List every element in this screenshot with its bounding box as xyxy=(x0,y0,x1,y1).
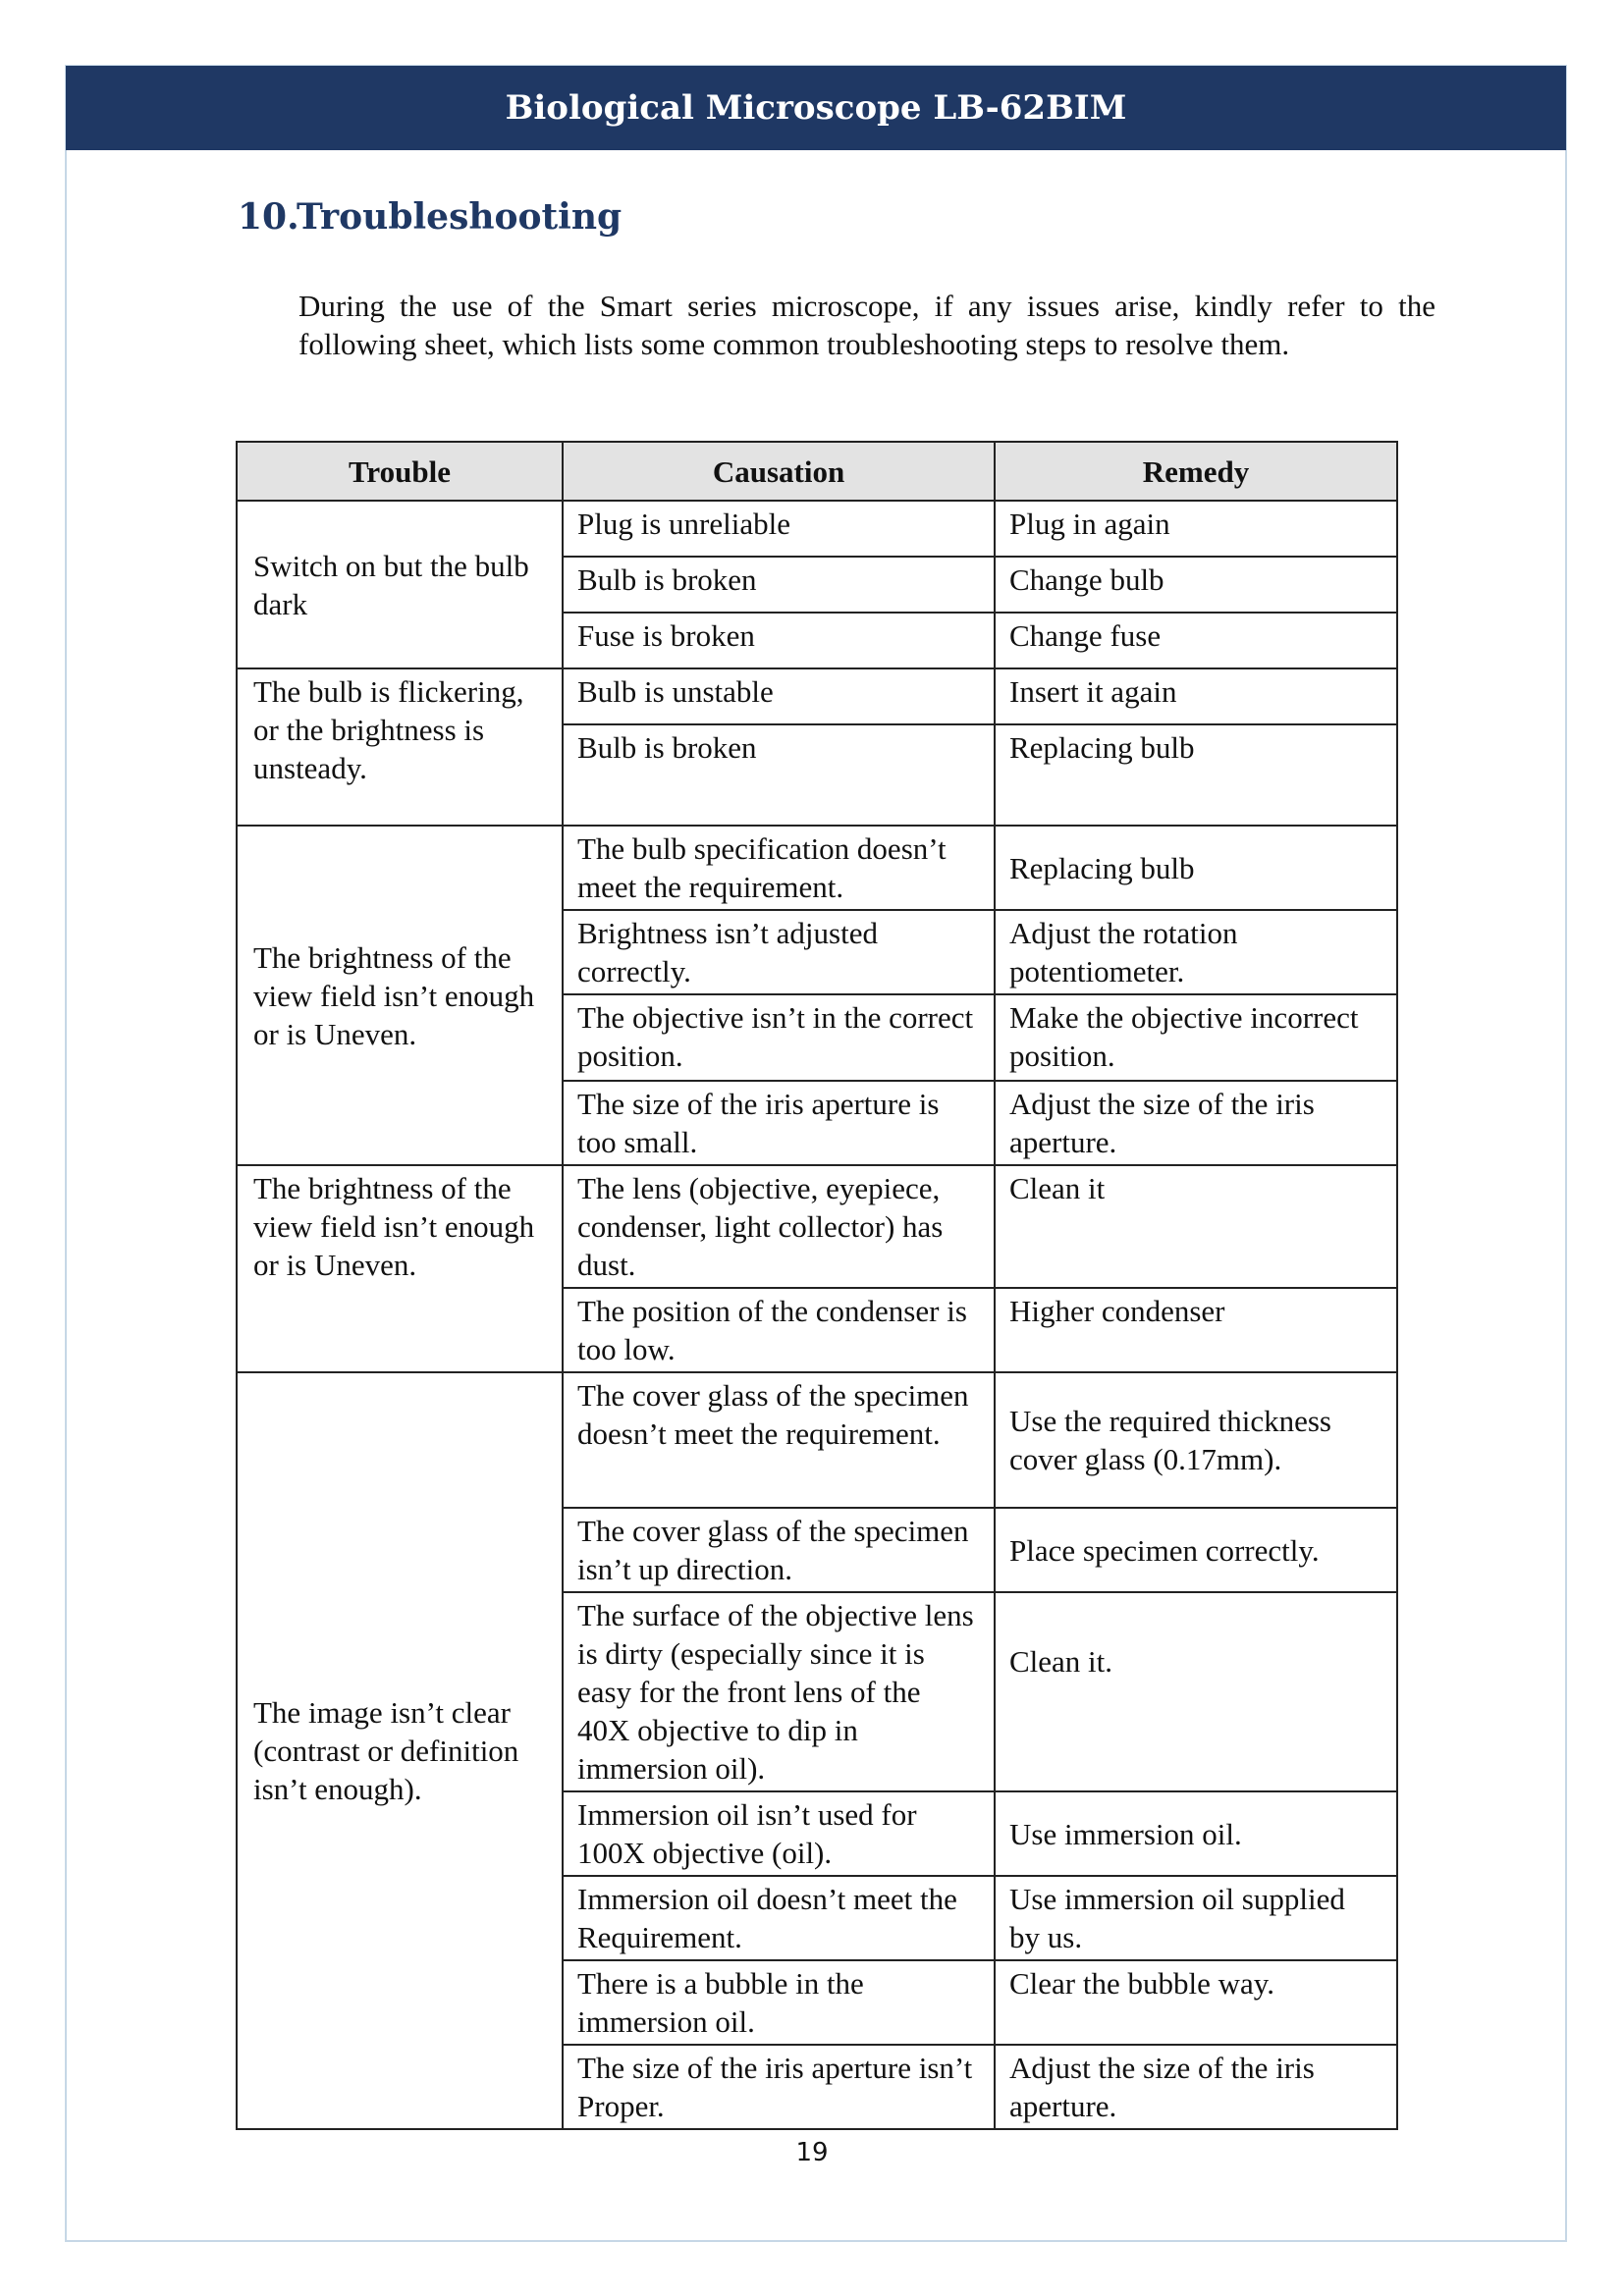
remedy-cell: Adjust the size of the iris aperture. xyxy=(995,2045,1397,2129)
table-row xyxy=(237,501,1397,557)
trouble-cell: The brightness of the view field isn’t enough or is Uneven. xyxy=(237,826,563,1165)
remedy-cell: Change bulb xyxy=(995,557,1397,613)
troubleshooting-table xyxy=(236,441,1398,2130)
cause-cell: The cover glass of the specimen isn’t up direction. xyxy=(563,1508,995,1592)
remedy-cell: Replacing bulb xyxy=(995,826,1397,910)
header-remedy: Remedy xyxy=(995,442,1397,501)
remedy-cell: Make the objective incorrect position. xyxy=(995,994,1397,1081)
cause-cell: Bulb is broken xyxy=(563,557,995,613)
cause-cell: The bulb specification doesn’t meet the requirement. xyxy=(563,826,995,910)
table-row xyxy=(237,1372,1397,1508)
remedy-cell: Place specimen correctly. xyxy=(995,1508,1397,1592)
intro-paragraph: During the use of the Smart series microscope, if any issues arise, kindly refer to the following sheet, which lists some common troubleshooting steps to resolve them. xyxy=(298,289,1435,361)
remedy-cell: Use the required thickness cover glass (0.17mm). xyxy=(995,1372,1397,1508)
cause-cell: The surface of the objective lens is dirty (especially since it is easy for the front lens of the 40X objective to dip in immersion oil). xyxy=(563,1592,995,1791)
header-trouble: Trouble xyxy=(237,442,563,501)
remedy-cell: Change fuse xyxy=(995,613,1397,668)
remedy-cell: Higher condenser xyxy=(995,1288,1397,1372)
table-row xyxy=(237,1165,1397,1288)
section-title: Troubleshooting xyxy=(297,196,623,238)
cause-cell: Bulb is broken xyxy=(563,724,995,826)
table-row xyxy=(237,668,1397,724)
remedy-cell: Replacing bulb xyxy=(995,724,1397,826)
trouble-cell: The image isn’t clear (contrast or definition isn’t enough). xyxy=(237,1372,563,2129)
cause-cell: The size of the iris aperture isn’t Proper. xyxy=(563,2045,995,2129)
cause-cell: Bulb is unstable xyxy=(563,668,995,724)
remedy-cell: Adjust the size of the iris aperture. xyxy=(995,1081,1397,1165)
cause-cell: The position of the condenser is too low. xyxy=(563,1288,995,1372)
cause-cell: The lens (objective, eyepiece, condenser, light collector) has dust. xyxy=(563,1165,995,1288)
section-heading xyxy=(238,196,622,238)
cause-cell: There is a bubble in the immersion oil. xyxy=(563,1960,995,2045)
trouble-cell: The brightness of the view field isn’t enough or is Uneven. xyxy=(237,1165,563,1372)
trouble-cell: The bulb is flickering, or the brightness is unsteady. xyxy=(237,668,563,826)
cause-cell: Immersion oil doesn’t meet the Requirement. xyxy=(563,1876,995,1960)
cause-cell: The size of the iris aperture is too small. xyxy=(563,1081,995,1165)
remedy-cell: Use immersion oil supplied by us. xyxy=(995,1876,1397,1960)
table-row xyxy=(237,826,1397,910)
cause-cell: Immersion oil isn’t used for 100X objective (oil). xyxy=(563,1791,995,1876)
remedy-cell: Plug in again xyxy=(995,501,1397,557)
document-header xyxy=(66,66,1566,150)
remedy-cell: Clean it xyxy=(995,1165,1397,1288)
page-number: 19 xyxy=(795,2138,829,2167)
remedy-cell: Use immersion oil. xyxy=(995,1791,1397,1876)
remedy-cell: Clean it. xyxy=(995,1592,1397,1791)
remedy-cell: Insert it again xyxy=(995,668,1397,724)
cause-cell: Brightness isn’t adjusted correctly. xyxy=(563,910,995,994)
remedy-cell: Clear the bubble way. xyxy=(995,1960,1397,2045)
table-header-row xyxy=(237,442,1397,501)
cause-cell: Fuse is broken xyxy=(563,613,995,668)
header-causation: Causation xyxy=(563,442,995,501)
trouble-cell: Switch on but the bulb dark xyxy=(237,501,563,668)
cause-cell: Plug is unreliable xyxy=(563,501,995,557)
section-number: 10. xyxy=(238,196,299,238)
remedy-cell: Adjust the rotation potentiometer. xyxy=(995,910,1397,994)
document-title: Biological Microscope LB-62BIM xyxy=(505,88,1127,128)
cause-cell: The cover glass of the specimen doesn’t meet the requirement. xyxy=(563,1372,995,1508)
cause-cell: The objective isn’t in the correct position. xyxy=(563,994,995,1081)
